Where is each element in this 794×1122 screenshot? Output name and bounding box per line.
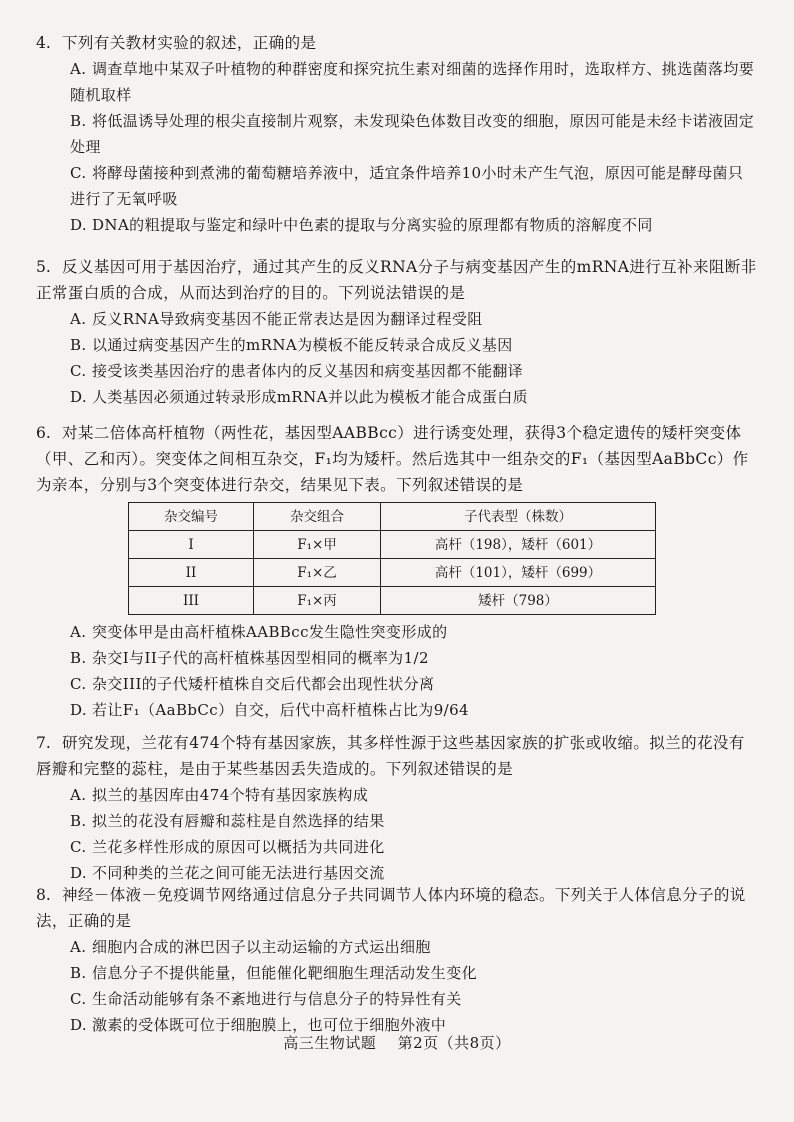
table-cell: F₁×丙 bbox=[254, 587, 381, 615]
option-text: 调查草地中某双子叶植物的种群密度和探究抗生素对细菌的选择作用时，选取样方、挑选菌落均要随机取样 bbox=[70, 60, 755, 104]
column-header: 子代表型（株数） bbox=[381, 503, 656, 531]
table-cell: F₁×甲 bbox=[254, 531, 381, 559]
table-header-row bbox=[129, 503, 656, 531]
option-b: B. 将低温诱导处理的根尖直接制片观察，未发现染色体数目改变的细胞，原因可能是未经卡诺液固定处理 bbox=[70, 112, 755, 156]
option-c: C. 兰花多样性形成的原因可以概括为共同进化 bbox=[70, 838, 385, 856]
option-text: 以通过病变基因产生的mRNA为模板不能反转录合成反义基因 bbox=[92, 336, 513, 354]
option-text: 杂交III的子代矮杆植株自交后代都会出现性状分离 bbox=[92, 675, 435, 693]
question-number: 7. bbox=[36, 734, 51, 752]
option-b: B. 杂交I与II子代的高杆植株基因型相同的概率为1/2 bbox=[70, 649, 429, 667]
question-4 bbox=[36, 30, 758, 238]
option-b: B. 信息分子不提供能量，但能催化靶细胞生理活动发生变化 bbox=[70, 964, 478, 982]
option-text: 突变体甲是由高杆植株AABBcc发生隐性突变形成的 bbox=[92, 623, 448, 641]
option-text: 兰花多样性形成的原因可以概括为共同进化 bbox=[92, 838, 385, 856]
option-text: 不同种类的兰花之间可能无法进行基因交流 bbox=[92, 864, 385, 882]
option-d: D. 人类基因必须通过转录形成mRNA并以此为模板才能合成蛋白质 bbox=[70, 388, 529, 406]
option-c: C. 将酵母菌接种到煮沸的葡萄糖培养液中，适宜条件培养10小时未产生气泡，原因可能是酵母菌只进行了无氧呼吸 bbox=[70, 164, 744, 208]
cross-results-table bbox=[128, 502, 656, 615]
option-a: A. 反义RNA导致病变基因不能正常表达是因为翻译过程受阻 bbox=[70, 310, 483, 328]
option-text: 信息分子不提供能量，但能催化靶细胞生理活动发生变化 bbox=[92, 964, 478, 982]
option-a: A. 细胞内合成的淋巴因子以主动运输的方式运出细胞 bbox=[70, 938, 431, 956]
question-number: 8. bbox=[36, 886, 51, 904]
question-stem: 下列有关教材实验的叙述，正确的是 bbox=[62, 34, 317, 52]
page-number: 第2页（共8页） bbox=[397, 1034, 511, 1052]
question-stem: 对某二倍体高杆植物（两性花，基因型AABBcc）进行诱变处理，获得3个稳定遗传的矮杆突变体（甲、乙和丙）。突变体之间相互杂交，F₁均为矮杆。然后选其中一组杂交的F₁（基因型AaBbCc）作为亲本，分别与3个突变体进行杂交，结果见下表。下列叙述错误的是 bbox=[36, 424, 749, 494]
option-text: 若让F₁（AaBbCc）自交，后代中高杆植株占比为9/64 bbox=[92, 701, 469, 719]
option-text: 接受该类基因治疗的患者体内的反义基因和病变基因都不能翻译 bbox=[92, 362, 524, 380]
option-b: B. 以通过病变基因产生的mRNA为模板不能反转录合成反义基因 bbox=[70, 336, 513, 354]
column-header: 杂交编号 bbox=[129, 503, 254, 531]
table-cell: III bbox=[129, 587, 254, 615]
option-c: C. 生命活动能够有条不紊地进行与信息分子的特异性有关 bbox=[70, 990, 462, 1008]
question-7 bbox=[36, 730, 758, 886]
table-cell: 高杆（198），矮杆（601） bbox=[381, 531, 656, 559]
option-d: D. 激素的受体既可位于细胞膜上，也可位于细胞外液中 bbox=[70, 1016, 447, 1034]
option-text: 人类基因必须通过转录形成mRNA并以此为模板才能合成蛋白质 bbox=[92, 388, 529, 406]
question-6 bbox=[36, 420, 758, 723]
column-header: 杂交组合 bbox=[254, 503, 381, 531]
question-stem: 研究发现，兰花有474个特有基因家族，其多样性源于这些基因家族的扩张或收缩。拟兰的花没有唇瓣和完整的蕊柱，是由于某些基因丢失造成的。下列叙述错误的是 bbox=[36, 734, 745, 778]
option-text: 拟兰的基因库由474个特有基因家族构成 bbox=[92, 786, 369, 804]
option-d: D. 不同种类的兰花之间可能无法进行基因交流 bbox=[70, 864, 385, 882]
table-row bbox=[129, 587, 656, 615]
option-c: C. 杂交III的子代矮杆植株自交后代都会出现性状分离 bbox=[70, 675, 435, 693]
question-stem: 反义基因可用于基因治疗，通过其产生的反义RNA分子与病变基因产生的mRNA进行互补来阻断非正常蛋白质的合成，从而达到治疗的目的。下列说法错误的是 bbox=[36, 258, 757, 302]
option-text: 将低温诱导处理的根尖直接制片观察，未发现染色体数目改变的细胞，原因可能是未经卡诺液固定处理 bbox=[70, 112, 755, 156]
table-cell: 高杆（101），矮杆（699） bbox=[381, 559, 656, 587]
option-c: C. 接受该类基因治疗的患者体内的反义基因和病变基因都不能翻译 bbox=[70, 362, 524, 380]
option-text: 激素的受体既可位于细胞膜上，也可位于细胞外液中 bbox=[92, 1016, 447, 1034]
option-text: 杂交I与II子代的高杆植株基因型相同的概率为1/2 bbox=[92, 649, 429, 667]
option-d: D. 若让F₁（AaBbCc）自交，后代中高杆植株占比为9/64 bbox=[70, 701, 469, 719]
option-a: A. 调查草地中某双子叶植物的种群密度和探究抗生素对细菌的选择作用时，选取样方、挑选菌落均要随机取样 bbox=[70, 60, 755, 104]
option-text: DNA的粗提取与鉴定和绿叶中色素的提取与分离实验的原理都有物质的溶解度不同 bbox=[92, 216, 653, 234]
option-d: D. DNA的粗提取与鉴定和绿叶中色素的提取与分离实验的原理都有物质的溶解度不同 bbox=[70, 216, 653, 234]
question-number: 6. bbox=[36, 424, 51, 442]
page-footer bbox=[0, 1032, 794, 1053]
question-number: 4. bbox=[36, 34, 51, 52]
table-cell: 矮杆（798） bbox=[381, 587, 656, 615]
option-text: 将酵母菌接种到煮沸的葡萄糖培养液中，适宜条件培养10小时未产生气泡，原因可能是酵母菌只进行了无氧呼吸 bbox=[70, 164, 744, 208]
question-5 bbox=[36, 254, 758, 410]
question-number: 5. bbox=[36, 258, 51, 276]
option-text: 反义RNA导致病变基因不能正常表达是因为翻译过程受阻 bbox=[92, 310, 483, 328]
table-row bbox=[129, 559, 656, 587]
table-cell: II bbox=[129, 559, 254, 587]
option-a: A. 拟兰的基因库由474个特有基因家族构成 bbox=[70, 786, 369, 804]
option-a: A. 突变体甲是由高杆植株AABBcc发生隐性突变形成的 bbox=[70, 623, 448, 641]
exam-subject: 高三生物试题 bbox=[283, 1034, 377, 1052]
table-cell: I bbox=[129, 531, 254, 559]
table-cell: F₁×乙 bbox=[254, 559, 381, 587]
question-8 bbox=[36, 882, 758, 1038]
table-row bbox=[129, 531, 656, 559]
option-b: B. 拟兰的花没有唇瓣和蕊柱是自然选择的结果 bbox=[70, 812, 385, 830]
option-text: 拟兰的花没有唇瓣和蕊柱是自然选择的结果 bbox=[92, 812, 385, 830]
question-stem: 神经－体液－免疫调节网络通过信息分子共同调节人体内环境的稳态。下列关于人体信息分子的说法，正确的是 bbox=[36, 886, 746, 930]
option-text: 生命活动能够有条不紊地进行与信息分子的特异性有关 bbox=[92, 990, 462, 1008]
option-text: 细胞内合成的淋巴因子以主动运输的方式运出细胞 bbox=[92, 938, 431, 956]
